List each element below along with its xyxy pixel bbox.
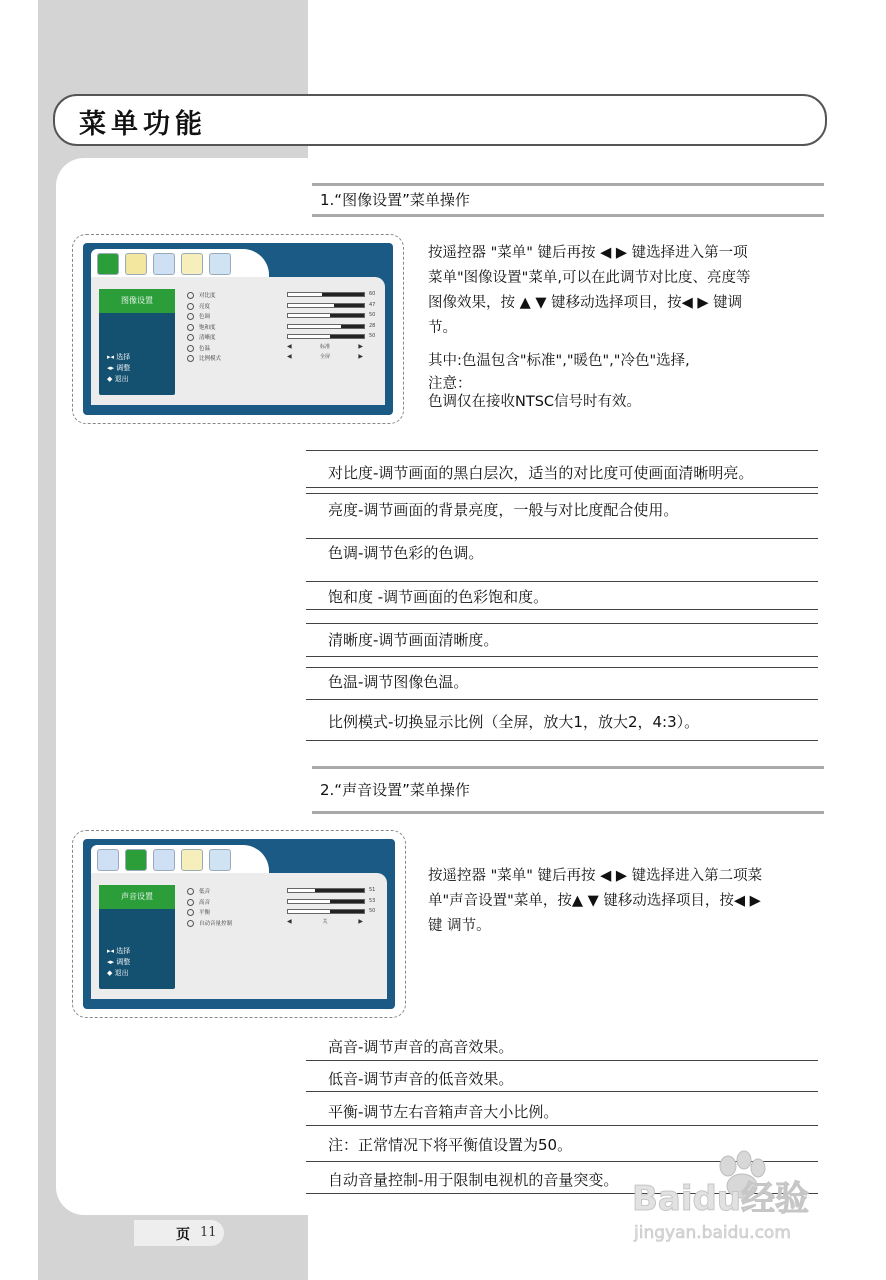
menu-legend: ▸◂ 选择 ◂▸ 调整 ◆ 退出 xyxy=(107,353,131,383)
divider-line xyxy=(306,487,818,488)
section1-heading-text: 1.“图像设置”菜单操作 xyxy=(320,191,470,209)
watermark-logo xyxy=(630,1150,840,1250)
row-option: 关 xyxy=(322,918,328,925)
row-label: 对比度 xyxy=(199,293,216,299)
note-title: 注意： xyxy=(428,376,472,392)
row-bullet-icon xyxy=(187,313,194,320)
left-arrow-icon[interactable]: ◀ xyxy=(287,353,292,360)
section1-description xyxy=(428,241,750,341)
item-text: 比例模式-切换显示比例（全屏，放大1，放大2，4:3）。 xyxy=(328,713,700,731)
menu-row[interactable] xyxy=(187,323,387,333)
row-value: 50 xyxy=(369,312,376,318)
baidu-watermark xyxy=(630,1150,840,1250)
section2-heading-text: 2.“声音设置”菜单操作 xyxy=(320,781,470,799)
right-arrow-icon[interactable]: ▶ xyxy=(358,342,363,350)
section1-item-list xyxy=(306,450,818,740)
picture-icon xyxy=(97,253,119,275)
row-label: 低音 xyxy=(199,889,211,895)
item-text: 低音-调节声音的低音效果。 xyxy=(328,1070,514,1088)
desc-line: 图像效果，按 ▲ ▼ 键移动选择项目，按◀ ▶ 键调 xyxy=(428,295,743,311)
section1-heading xyxy=(312,183,824,217)
legend-exit: 退出 xyxy=(114,375,129,383)
menu-row[interactable] xyxy=(187,344,387,354)
note-line: 其中:色温包含"标准","暖色","冷色"选择, xyxy=(428,353,690,369)
legend-adjust: 调整 xyxy=(116,364,131,372)
slider-fill xyxy=(288,900,330,903)
item-text: 清晰度-调节画面清晰度。 xyxy=(328,631,499,649)
menu-row[interactable] xyxy=(187,291,387,301)
channel-icon xyxy=(209,253,231,275)
divider-line xyxy=(306,1060,818,1061)
menu-row[interactable] xyxy=(187,919,387,929)
picture-menu-screenshot xyxy=(72,234,404,424)
menu-panel-title: 图像设置 xyxy=(99,289,175,313)
menu-side-panel xyxy=(99,289,175,395)
row-slider[interactable] xyxy=(287,303,365,308)
divider-line xyxy=(306,740,818,741)
settings-icon xyxy=(153,253,175,275)
slider-fill xyxy=(288,325,341,328)
desc-line: 单"声音设置"菜单，按▲ ▼ 键移动选择项目，按◀ ▶ xyxy=(428,893,761,909)
menu-content xyxy=(91,873,387,999)
item-text: 色温-调节图像色温。 xyxy=(328,673,469,691)
row-slider[interactable] xyxy=(287,292,365,297)
divider-line xyxy=(306,667,818,668)
desc-line: 按遥控器 "菜单" 键后再按 ◀ ▶ 键选择进入第一项 xyxy=(428,245,748,261)
legend-exit: 退出 xyxy=(114,969,129,977)
row-value: 47 xyxy=(369,301,376,308)
row-option: 全屏 xyxy=(319,354,330,360)
row-label: 比例模式 xyxy=(199,356,222,362)
row-label: 亮度 xyxy=(199,303,211,310)
slider-fill xyxy=(288,293,322,296)
tv-menu-frame xyxy=(83,243,393,415)
row-bullet-icon xyxy=(187,888,194,895)
row-value: 50 xyxy=(369,333,376,339)
desc-line: 键 调节。 xyxy=(428,918,491,934)
row-slider[interactable] xyxy=(287,899,365,904)
divider-line xyxy=(306,1125,818,1126)
menu-side-panel xyxy=(99,885,175,989)
menu-row[interactable] xyxy=(187,333,387,343)
legend-select: 选择 xyxy=(116,947,131,955)
row-slider[interactable] xyxy=(287,313,365,318)
row-label: 色调 xyxy=(199,314,211,320)
divider-line xyxy=(306,623,818,624)
menu-icon-bar xyxy=(91,249,269,279)
legend-adjust: 调整 xyxy=(116,958,131,966)
page-number: 11 xyxy=(200,1225,217,1240)
right-arrow-icon[interactable]: ▶ xyxy=(358,917,363,925)
row-bullet-icon xyxy=(187,334,194,341)
tv-menu-frame xyxy=(83,839,395,1009)
divider-line xyxy=(306,450,818,451)
divider-line xyxy=(306,699,818,700)
row-label: 饱和度 xyxy=(199,324,216,331)
item-text: 平衡-调节左右音箱声音大小比例。 xyxy=(328,1103,559,1121)
sound-icon xyxy=(125,253,147,275)
row-value: 51 xyxy=(369,887,376,893)
row-slider[interactable] xyxy=(287,888,365,893)
left-arrow-icon[interactable]: ◀ xyxy=(287,917,292,925)
desc-line: 菜单"图像设置"菜单,可以在此调节对比度、亮度等 xyxy=(428,270,751,286)
right-arrow-icon[interactable]: ▶ xyxy=(358,353,363,360)
note-text: 色调仅在接收NTSC信号时有效。 xyxy=(428,394,642,410)
page-title: 菜单功能 xyxy=(79,109,207,140)
menu-panel-title: 声音设置 xyxy=(99,885,175,909)
row-value: 50 xyxy=(369,908,376,914)
page-footer xyxy=(134,1220,224,1246)
divider-line xyxy=(306,581,818,582)
row-option: 标准 xyxy=(319,343,330,350)
row-bullet-icon xyxy=(187,345,194,352)
divider-line xyxy=(306,538,818,539)
divider-line xyxy=(306,493,818,494)
title-bar xyxy=(53,94,827,146)
menu-icon-bar xyxy=(91,845,269,875)
slider-fill xyxy=(288,304,334,307)
row-slider[interactable] xyxy=(287,909,365,914)
item-text: 色调-调节色彩的色调。 xyxy=(328,544,484,562)
item-text: 注：正常情况下将平衡值设置为50。 xyxy=(328,1136,573,1154)
row-slider[interactable] xyxy=(287,334,365,339)
row-label: 自动音量控制 xyxy=(199,920,233,927)
item-text: 对比度-调节画面的黑白层次，适当的对比度可使画面清晰明亮。 xyxy=(328,464,754,482)
slider-fill xyxy=(288,910,330,913)
row-value: 28 xyxy=(369,322,376,329)
function-icon xyxy=(181,253,203,275)
row-value: 60 xyxy=(369,291,376,297)
item-text: 高音-调节声音的高音效果。 xyxy=(328,1038,514,1056)
section2-description xyxy=(428,864,762,939)
menu-row[interactable] xyxy=(187,302,387,312)
row-slider[interactable] xyxy=(287,324,365,329)
row-label: 高音 xyxy=(199,899,211,906)
desc-line: 节。 xyxy=(428,320,457,336)
desc-line: 按遥控器 "菜单" 键后再按 ◀ ▶ 键选择进入第二项菜 xyxy=(428,868,763,884)
menu-row[interactable] xyxy=(187,312,387,322)
menu-row[interactable] xyxy=(187,354,387,364)
sound-menu-screenshot xyxy=(72,830,406,1018)
row-label: 色温 xyxy=(199,345,211,352)
row-bullet-icon xyxy=(187,355,194,362)
slider-fill xyxy=(288,335,330,338)
divider-line xyxy=(306,1091,818,1092)
settings-icon xyxy=(153,849,175,871)
row-bullet-icon xyxy=(187,303,194,310)
row-bullet-icon xyxy=(187,324,194,331)
divider-line xyxy=(306,609,818,610)
picture-icon xyxy=(97,849,119,871)
section2-heading xyxy=(312,766,824,814)
item-text: 自动音量控制-用于限制电视机的音量突变。 xyxy=(328,1171,619,1189)
slider-fill xyxy=(288,314,330,317)
slider-fill xyxy=(288,889,315,892)
page-label: 页 xyxy=(176,1227,190,1243)
item-text: 饱和度 -调节画面的色彩饱和度。 xyxy=(328,588,549,606)
menu-row[interactable] xyxy=(187,898,387,908)
row-bullet-icon xyxy=(187,920,194,927)
row-label: 清晰度 xyxy=(199,335,216,341)
menu-row[interactable] xyxy=(187,908,387,918)
menu-content xyxy=(91,277,385,405)
legend-select: 选择 xyxy=(116,353,131,361)
row-value: 53 xyxy=(369,897,376,904)
row-bullet-icon xyxy=(187,292,194,299)
menu-legend: ▸◂ 选择 ◂▸ 调整 ◆ 退出 xyxy=(107,947,131,977)
left-arrow-icon[interactable]: ◀ xyxy=(287,342,292,350)
item-text: 亮度-调节画面的背景亮度，一般与对比度配合使用。 xyxy=(328,501,679,519)
divider-line xyxy=(306,656,818,657)
function-icon xyxy=(181,849,203,871)
sound-icon xyxy=(125,849,147,871)
row-bullet-icon xyxy=(187,909,194,916)
menu-row[interactable] xyxy=(187,887,387,897)
row-bullet-icon xyxy=(187,899,194,906)
section1-note xyxy=(428,350,690,411)
row-label: 平衡 xyxy=(199,910,211,916)
watermark-brand: Baidu经验 xyxy=(632,1179,810,1219)
watermark-url: jingyan.baidu.com xyxy=(634,1223,791,1243)
channel-icon xyxy=(209,849,231,871)
